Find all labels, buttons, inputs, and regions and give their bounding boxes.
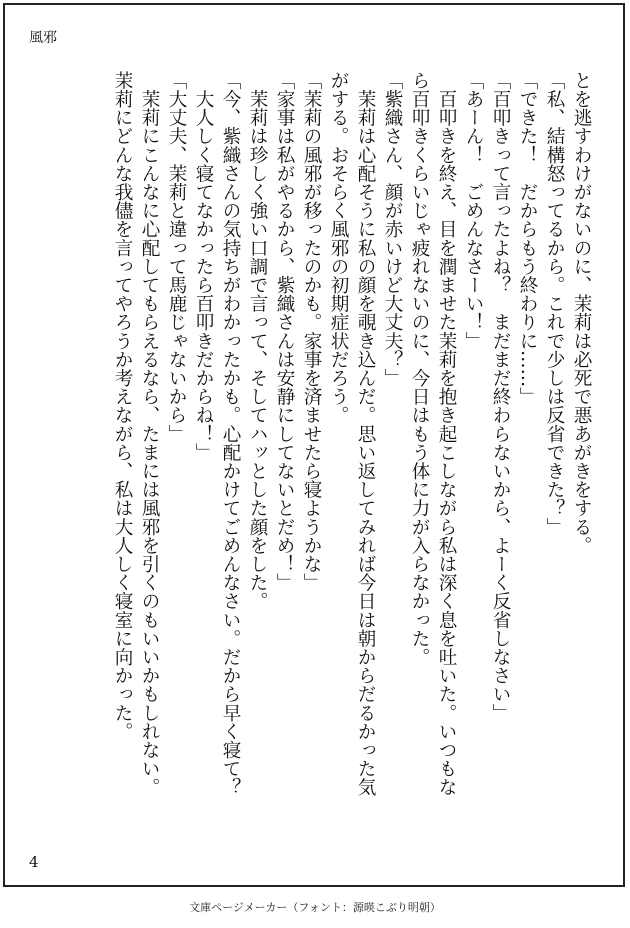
text-line: とを逃すわけがないのに、茉莉は必死で悪あがきをする。 [571,71,592,555]
text-line: 大人しく寝てなかったら百叩きだからね！」 [193,71,214,462]
text-line: 「紫織さん、顔が赤いけど大丈夫？」 [382,71,403,388]
text-line: 「大丈夫、茉莉と違って馬鹿じゃないから」 [166,71,187,443]
text-line: がする。おそらく風邪の初期症状だろう。 [328,71,349,425]
text-line: 「百叩きって言ったよね？ まだまだ終わらないから、よーく反省しなさい」 [490,71,511,722]
footer-credit: 文庫ページメーカー（フォント：源暎こぶり明朝） [189,901,441,914]
chapter-title: 風邪 [29,30,57,46]
text-line: 茉莉にこんなに心配してもらえるなら、たまには風邪を引くのもいいかもしれない。 [139,71,160,797]
body-text [51,71,595,861]
text-line: 「あーん！ ごめんなさーい！」 [463,71,484,350]
text-line: 「今、紫織さんの気持ちがわかったかも。心配かけてごめんなさい。だから早く寝て？ [220,71,241,797]
text-line: 「できた！ だからもう終わりに……」 [517,71,538,406]
text-line: 茉莉は珍しく強い口調で言って、そしてハッとした顔をした。 [247,71,268,611]
text-line: 茉莉にどんな我儘を言ってやろうか考えながら、私は大人しく寝室に向かった。 [112,71,133,741]
page-number: 4 [29,853,39,871]
text-line: 「私、結構怒ってるから。これで少しは反省できた？」 [544,71,565,536]
text-line: 「家事は私がやるから、紫織さんは安静にしてないとだめ！」 [274,71,295,592]
text-line: 茉莉は心配そうに私の顔を覗き込んだ。思い返してみれば今日は朝からだるかった気 [355,71,376,797]
page-frame [3,3,625,887]
text-line: ら百叩きくらいじゃ疲れないのに、今日はもう体に力が入らなかった。 [409,71,430,667]
text-line: 百叩きを終え、目を潤ませた茉莉を抱き起こしながら私は深く息を吐いた。いつもな [436,71,457,797]
text-line: 「茉莉の風邪が移ったのかも。家事を済ませたら寝ようかな」 [301,71,322,592]
